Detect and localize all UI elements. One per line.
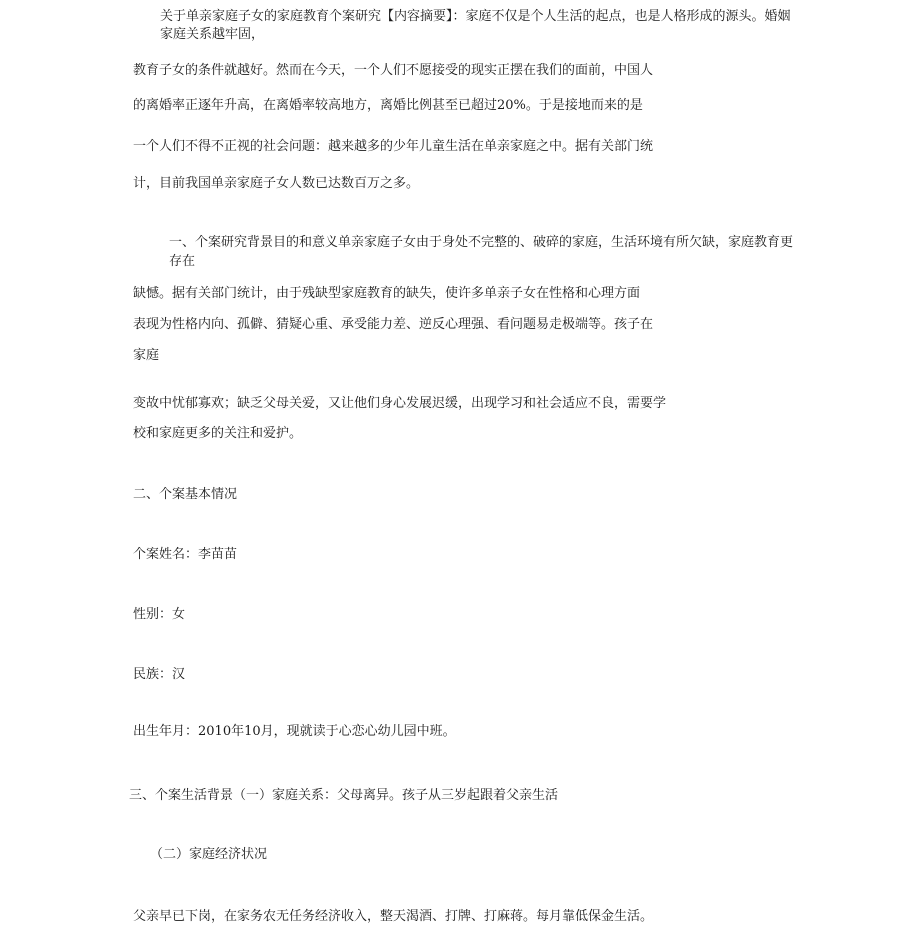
section-3-heading: 三、个案生活背景（一）家庭关系：父母离异。孩子从三岁起跟着父亲生活 bbox=[129, 788, 559, 803]
section-1-heading-line-1: 一、个案研究背景目的和意义单亲家庭子女由于身处不完整的、破碎的家庭，生活环境有所欠缺，家庭教育更 bbox=[169, 235, 794, 250]
paragraph-line: 校和家庭更多的关注和爱护。 bbox=[133, 426, 303, 441]
paragraph-line: 父亲早已下岗，在家务农无任务经济收入，整天渴酒、打牌、打麻蒋。每月靠低保金生活。 bbox=[133, 909, 654, 924]
paragraph-line: 家庭 bbox=[133, 348, 160, 363]
section-1-heading-line-2: 存在 bbox=[169, 254, 196, 269]
paragraph-line: 计，目前我国单亲家庭子女人数已达数百万之多。 bbox=[133, 176, 420, 191]
intro-line-1: 关于单亲家庭子女的家庭教育个案研究【内容摘要】：家庭不仅是个人生活的起点，也是人格形成的源头。婚姻 bbox=[160, 9, 791, 24]
case-ethnicity: 民族：汉 bbox=[133, 667, 186, 682]
paragraph-line: 缺憾。据有关部门统计，由于残缺型家庭教育的缺失，使许多单亲子女在性格和心理方面 bbox=[133, 286, 641, 301]
paragraph-line: 一个人们不得不正视的社会问题：越来越多的少年儿童生活在单亲家庭之中。据有关部门统 bbox=[133, 139, 654, 154]
intro-line-2: 家庭关系越牢固， bbox=[160, 27, 265, 42]
section-2-heading: 二、个案基本情况 bbox=[133, 487, 238, 502]
case-birth: 出生年月：2010年10月，现就读于心恋心幼儿园中班。 bbox=[133, 724, 456, 739]
case-name: 个案姓名：李苗苗 bbox=[133, 547, 238, 562]
paragraph-line: 表现为性格内向、孤僻、猜疑心重、承受能力差、逆反心理强、看问题易走极端等。孩子在 bbox=[133, 317, 654, 332]
paragraph-line: 变故中忧郁寡欢；缺乏父母关爱，又让他们身心发展迟缓，出现学习和社会适应不良，需要学 bbox=[133, 396, 667, 411]
case-gender: 性别：女 bbox=[133, 607, 186, 622]
paragraph-line: 教育子女的条件就越好。然而在今天，一个人们不愿接受的现实正摆在我们的面前，中国人 bbox=[133, 63, 654, 78]
paragraph-line: 的离婚率正逐年升高，在离婚率较高地方，离婚比例甚至已超过20%。于是接地而来的是 bbox=[133, 98, 643, 113]
subsection-economy-heading: （二）家庭经济状况 bbox=[150, 847, 268, 862]
